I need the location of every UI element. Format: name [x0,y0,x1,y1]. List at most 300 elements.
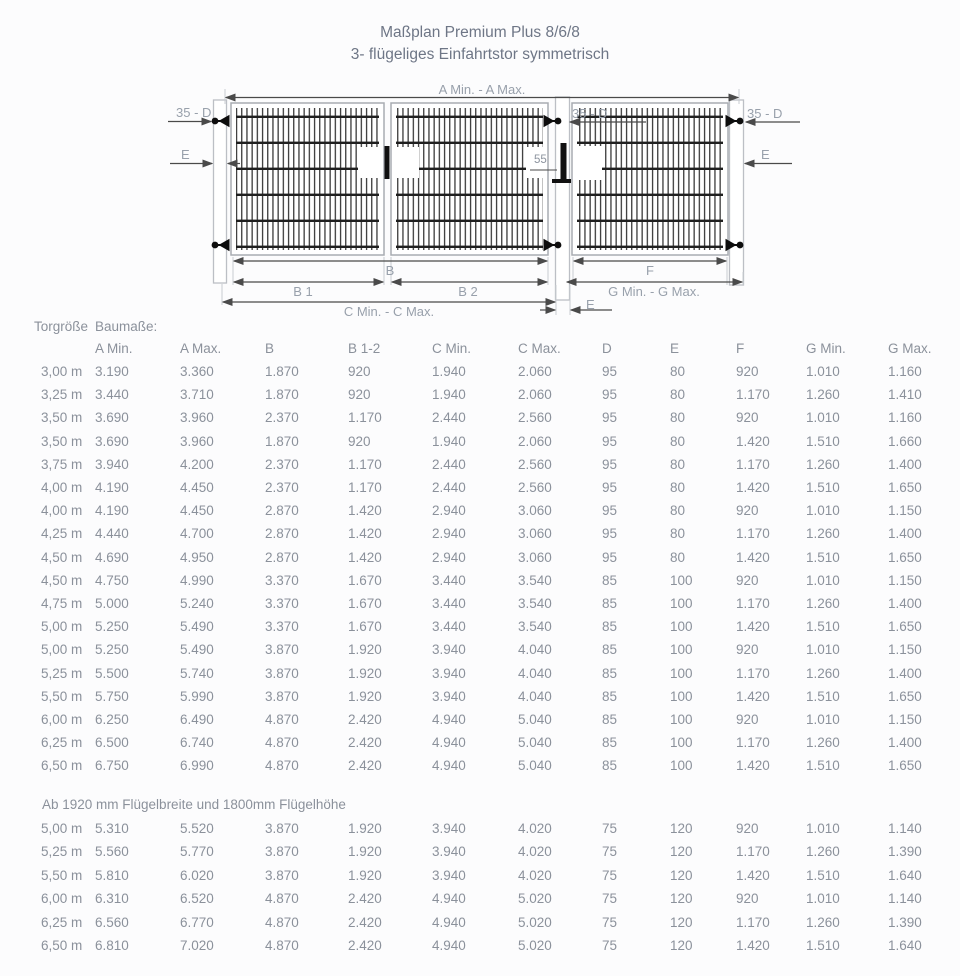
dim-value: 1.010 [806,503,840,519]
dim-value: 1.150 [888,572,922,588]
table-row [0,934,960,958]
dim-value: 1.650 [888,619,922,635]
dim-value: 1.420 [736,867,770,883]
dim-value: 920 [736,410,759,426]
dim-value: 1.940 [432,364,466,380]
dim-value: 3.940 [95,456,129,472]
dim-value: 1.390 [888,844,922,860]
dim-value: 1.650 [888,758,922,774]
dim-value: 3.870 [265,642,299,658]
dim-value: 4.940 [432,758,466,774]
dim-value: 3.440 [95,387,129,403]
dim-value: 1.420 [348,549,382,565]
table-row [0,592,960,615]
gate-size: 6,25 m [41,735,83,751]
dim-value: 3.960 [180,410,214,426]
dim-value: 2.440 [432,480,466,496]
gate-size: 3,50 m [41,433,83,449]
dim-value: 2.420 [348,735,382,751]
dim-value: 100 [670,688,693,704]
dim-value: 80 [670,549,686,565]
dim-value: 4.950 [180,549,214,565]
dim-value: 2.420 [348,938,382,954]
dim-value: 5.750 [95,688,129,704]
dim-value: 4.940 [432,938,466,954]
gate-size: 3,50 m [41,410,83,426]
table-row [0,476,960,499]
dim-value: 920 [736,503,759,519]
dim-value: 920 [736,891,759,907]
dim-label-e-left: E [181,147,190,162]
dim-value: 80 [670,480,686,496]
dim-value: 1.170 [736,595,770,611]
dim-value: 5.520 [180,820,214,836]
table-body-standard [0,360,960,777]
dim-value: 920 [736,820,759,836]
dim-value: 1.170 [348,480,382,496]
dim-value: 95 [602,433,618,449]
dim-label-e-bottom: E [586,297,595,312]
dim-value: 5.500 [95,665,129,681]
dim-value: 1.920 [348,867,382,883]
dim-value: 100 [670,758,693,774]
dim-value: 4.940 [432,914,466,930]
table-row [0,383,960,406]
dim-value: 95 [602,364,618,380]
dim-label-c-range: C Min. - C Max. [343,304,435,319]
dim-value: 6.990 [180,758,214,774]
dim-value: 3.060 [518,549,552,565]
dim-value: 5.490 [180,619,214,635]
dim-value: 1.420 [736,549,770,565]
dim-value: 920 [736,572,759,588]
dim-label-b: B [385,263,395,278]
dim-value: 4.040 [518,665,552,681]
dim-label-35d-left: 35 - D [176,105,212,120]
dimension-table [0,316,960,957]
dim-value: 4.690 [95,549,129,565]
dim-value: 6.250 [95,711,129,727]
dim-value: 920 [736,711,759,727]
dim-value: 75 [602,914,618,930]
gate-size: 3,00 m [41,364,83,380]
dim-value: 95 [602,549,618,565]
column-header: C Max. [518,340,561,356]
dim-value: 2.420 [348,711,382,727]
dim-value: 4.040 [518,688,552,704]
dim-value: 6.490 [180,711,214,727]
dim-value: 920 [736,642,759,658]
dim-value: 6.560 [95,914,129,930]
dim-label-35d-right: 35 - D [747,106,783,121]
dim-value: 5.020 [518,891,552,907]
dim-value: 3.690 [95,433,129,449]
table-row [0,754,960,777]
dim-value: 1.160 [888,410,922,426]
dim-value: 1.510 [806,433,840,449]
dim-value: 4.020 [518,844,552,860]
dim-value: 2.370 [265,480,299,496]
dim-value: 1.920 [348,665,382,681]
dim-value: 3.440 [432,595,466,611]
dim-value: 3.370 [265,595,299,611]
dim-value: 95 [602,480,618,496]
table-body-large-wings [0,816,960,957]
dim-value: 2.060 [518,364,552,380]
gate-size: 5,25 m [41,665,83,681]
dim-value: 1.510 [806,758,840,774]
dim-value: 2.420 [348,914,382,930]
dim-value: 5.560 [95,844,129,860]
dim-value: 3.190 [95,364,129,380]
dim-value: 120 [670,891,693,907]
dim-value: 1.170 [348,456,382,472]
dim-value: 3.870 [265,867,299,883]
dim-value: 1.650 [888,480,922,496]
dim-value: 1.920 [348,820,382,836]
column-header: D [602,340,612,356]
dim-value: 4.870 [265,711,299,727]
dim-value: 3.540 [518,595,552,611]
dim-value: 1.010 [806,820,840,836]
dim-value: 3.940 [432,820,466,836]
title-line-1: Maßplan Premium Plus 8/6/8 [380,24,580,41]
table-row [0,887,960,911]
dim-value: 95 [602,387,618,403]
dim-value: 100 [670,735,693,751]
dim-value: 1.260 [806,526,840,542]
dim-value: 4.990 [180,572,214,588]
dim-value: 4.190 [95,503,129,519]
dim-value: 7.020 [180,938,214,954]
dim-value: 4.940 [432,891,466,907]
dim-value: 5.040 [518,735,552,751]
dim-value: 80 [670,387,686,403]
dim-value: 3.940 [432,642,466,658]
dim-value: 1.510 [806,867,840,883]
dim-value: 1.670 [348,595,382,611]
dim-value: 100 [670,595,693,611]
dim-value: 100 [670,619,693,635]
gate-size: 4,50 m [41,549,83,565]
dim-value: 1.260 [806,735,840,751]
gate-size: 4,00 m [41,503,83,519]
table-row [0,522,960,545]
table-row [0,708,960,731]
dim-value: 4.700 [180,526,214,542]
gate-size: 5,00 m [41,619,83,635]
title-line-2: 3- flügeliges Einfahrtstor symmetrisch [350,46,610,64]
table-header-row [0,336,960,360]
dim-value: 100 [670,711,693,727]
dim-value: 1.400 [888,526,922,542]
dim-value: 1.510 [806,688,840,704]
dim-value: 1.640 [888,867,922,883]
column-header: G Max. [888,340,932,356]
dim-value: 4.440 [95,526,129,542]
dim-value: 1.170 [736,526,770,542]
dim-value: 1.260 [806,914,840,930]
dim-value: 3.940 [432,867,466,883]
dim-value: 75 [602,820,618,836]
dim-value: 2.940 [432,526,466,542]
dim-value: 5.020 [518,914,552,930]
dim-value: 4.870 [265,938,299,954]
column-header: B 1-2 [348,340,381,356]
dim-value: 2.560 [518,456,552,472]
dim-value: 1.150 [888,711,922,727]
dim-value: 3.870 [265,665,299,681]
gate-size: 5,00 m [41,642,83,658]
dim-value: 2.870 [265,549,299,565]
table-row [0,430,960,453]
gate-size: 6,50 m [41,758,83,774]
gate-size: 6,25 m [41,914,83,930]
table-row [0,453,960,476]
dim-value: 2.940 [432,549,466,565]
dim-value: 1.400 [888,595,922,611]
dim-value: 1.260 [806,387,840,403]
dim-value: 1.140 [888,820,922,836]
column-header: A Min. [95,340,133,356]
dim-value: 5.020 [518,938,552,954]
dim-value: 5.040 [518,711,552,727]
dim-value: 5.250 [95,619,129,635]
dim-value: 2.060 [518,387,552,403]
dim-value: 1.400 [888,665,922,681]
dim-value: 1.670 [348,619,382,635]
dim-value: 120 [670,867,693,883]
torgroesse-header: Torgröße [34,318,89,334]
dim-value: 2.370 [265,456,299,472]
dim-value: 80 [670,364,686,380]
dim-value: 2.560 [518,410,552,426]
dim-value: 1.870 [265,387,299,403]
dim-value: 1.010 [806,572,840,588]
dim-value: 4.190 [95,480,129,496]
dim-value: 3.690 [95,410,129,426]
dim-value: 1.260 [806,595,840,611]
dim-label-e-right: E [761,147,770,162]
dim-label-b1: B 1 [293,284,313,299]
dim-value: 1.940 [432,387,466,403]
dim-label-a-range: A Min. - A Max. [438,82,526,97]
dim-value: 5.740 [180,665,214,681]
dim-value: 3.870 [265,820,299,836]
dim-value: 1.410 [888,387,922,403]
dim-value: 95 [602,410,618,426]
dim-value: 920 [348,433,371,449]
dim-value: 1.420 [736,688,770,704]
dim-value: 4.200 [180,456,214,472]
dim-value: 80 [670,456,686,472]
dim-value: 1.150 [888,642,922,658]
dim-value: 1.400 [888,735,922,751]
dim-value: 1.260 [806,456,840,472]
dim-value: 4.940 [432,735,466,751]
dim-value: 2.870 [265,526,299,542]
dim-value: 80 [670,526,686,542]
dim-value: 1.170 [736,387,770,403]
dim-value: 1.510 [806,549,840,565]
dim-value: 100 [670,642,693,658]
dim-value: 120 [670,938,693,954]
dim-value: 2.440 [432,456,466,472]
dim-value: 1.170 [736,665,770,681]
dim-value: 1.170 [736,844,770,860]
dim-value: 1.170 [348,410,382,426]
column-header: E [670,340,680,356]
column-header: C Min. [432,340,472,356]
dim-value: 1.400 [888,456,922,472]
dim-value: 4.870 [265,758,299,774]
dim-value: 4.870 [265,891,299,907]
dim-value: 6.310 [95,891,129,907]
dim-value: 1.420 [348,503,382,519]
dim-value: 85 [602,572,618,588]
dim-value: 4.450 [180,480,214,496]
table-note: Ab 1920 mm Flügelbreite und 1800mm Flügelhöhe [42,797,346,813]
dim-value: 1.640 [888,938,922,954]
dim-value: 1.920 [348,688,382,704]
gate-size: 5,00 m [41,820,83,836]
dim-value: 3.370 [265,619,299,635]
dim-value: 95 [602,503,618,519]
dim-label-35d-mid: 35 - D [572,106,608,121]
dim-value: 4.940 [432,711,466,727]
table-row [0,546,960,569]
dim-value: 1.420 [736,480,770,496]
dim-value: 1.510 [806,480,840,496]
dim-value: 6.500 [95,735,129,751]
dim-value: 95 [602,456,618,472]
dim-value: 3.710 [180,387,214,403]
column-header: F [736,340,745,356]
table-row [0,661,960,684]
gate-size: 4,00 m [41,480,83,496]
table-row [0,569,960,592]
dim-value: 5.490 [180,642,214,658]
dim-value: 100 [670,665,693,681]
table-row [0,638,960,661]
gate-diagram [0,0,960,330]
dim-value: 80 [670,410,686,426]
dim-value: 75 [602,844,618,860]
dim-value: 6.020 [180,867,214,883]
dim-value: 6.520 [180,891,214,907]
dim-value: 4.450 [180,503,214,519]
dim-value: 1.160 [888,364,922,380]
dim-value: 5.310 [95,820,129,836]
gate-size: 4,50 m [41,572,83,588]
dim-value: 4.870 [265,914,299,930]
dim-value: 1.420 [736,433,770,449]
dim-value: 3.060 [518,503,552,519]
table-row [0,685,960,708]
dim-value: 2.940 [432,503,466,519]
dim-value: 1.390 [888,914,922,930]
dim-value: 3.360 [180,364,214,380]
dim-value: 920 [736,364,759,380]
table-group-header-row [0,316,960,336]
dim-value: 920 [348,364,371,380]
dim-value: 85 [602,735,618,751]
dim-value: 1.420 [348,526,382,542]
dim-value: 3.940 [432,844,466,860]
dim-value: 1.670 [348,572,382,588]
dim-value: 3.870 [265,844,299,860]
dim-value: 1.140 [888,891,922,907]
dim-value: 1.010 [806,711,840,727]
table-row [0,816,960,840]
dim-value: 85 [602,642,618,658]
gate-size: 6,50 m [41,938,83,954]
dim-value: 85 [602,619,618,635]
dim-value: 2.060 [518,433,552,449]
dim-value: 1.420 [736,758,770,774]
dim-value: 3.540 [518,572,552,588]
dim-value: 1.420 [736,938,770,954]
dim-value: 85 [602,711,618,727]
dim-value: 80 [670,503,686,519]
dim-value: 5.240 [180,595,214,611]
dim-value: 6.770 [180,914,214,930]
dim-value: 1.170 [736,914,770,930]
dim-value: 1.260 [806,665,840,681]
dim-value: 1.260 [806,844,840,860]
dim-value: 1.870 [265,364,299,380]
gate-size: 5,50 m [41,867,83,883]
dim-value: 5.770 [180,844,214,860]
dim-value: 120 [670,844,693,860]
table-row [0,499,960,522]
dim-value: 100 [670,572,693,588]
dim-value: 4.750 [95,572,129,588]
dim-value: 920 [348,387,371,403]
gate-size: 3,25 m [41,387,83,403]
dim-label-f: F [646,263,654,278]
dim-value: 75 [602,891,618,907]
column-header: G Min. [806,340,846,356]
gate-size: 4,25 m [41,526,83,542]
dim-value: 3.370 [265,572,299,588]
dim-value: 1.920 [348,844,382,860]
table-row [0,615,960,638]
dim-value: 1.510 [806,619,840,635]
dim-value: 1.510 [806,938,840,954]
table-row [0,360,960,383]
dim-value: 3.060 [518,526,552,542]
dim-value: 4.020 [518,867,552,883]
baumasse-header: Baumaße: [95,318,158,334]
gate-size: 5,50 m [41,688,83,704]
dim-value: 6.750 [95,758,129,774]
dim-value: 75 [602,867,618,883]
dim-label-55: 55 [534,154,547,166]
dim-value: 2.870 [265,503,299,519]
dim-value: 95 [602,526,618,542]
dim-value: 2.420 [348,758,382,774]
dim-value: 1.650 [888,688,922,704]
dim-value: 5.000 [95,595,129,611]
table-row [0,406,960,429]
dim-value: 1.170 [736,735,770,751]
dim-value: 4.870 [265,735,299,751]
table-row [0,840,960,864]
table-row [0,910,960,934]
dim-value: 85 [602,665,618,681]
table-row [0,731,960,754]
